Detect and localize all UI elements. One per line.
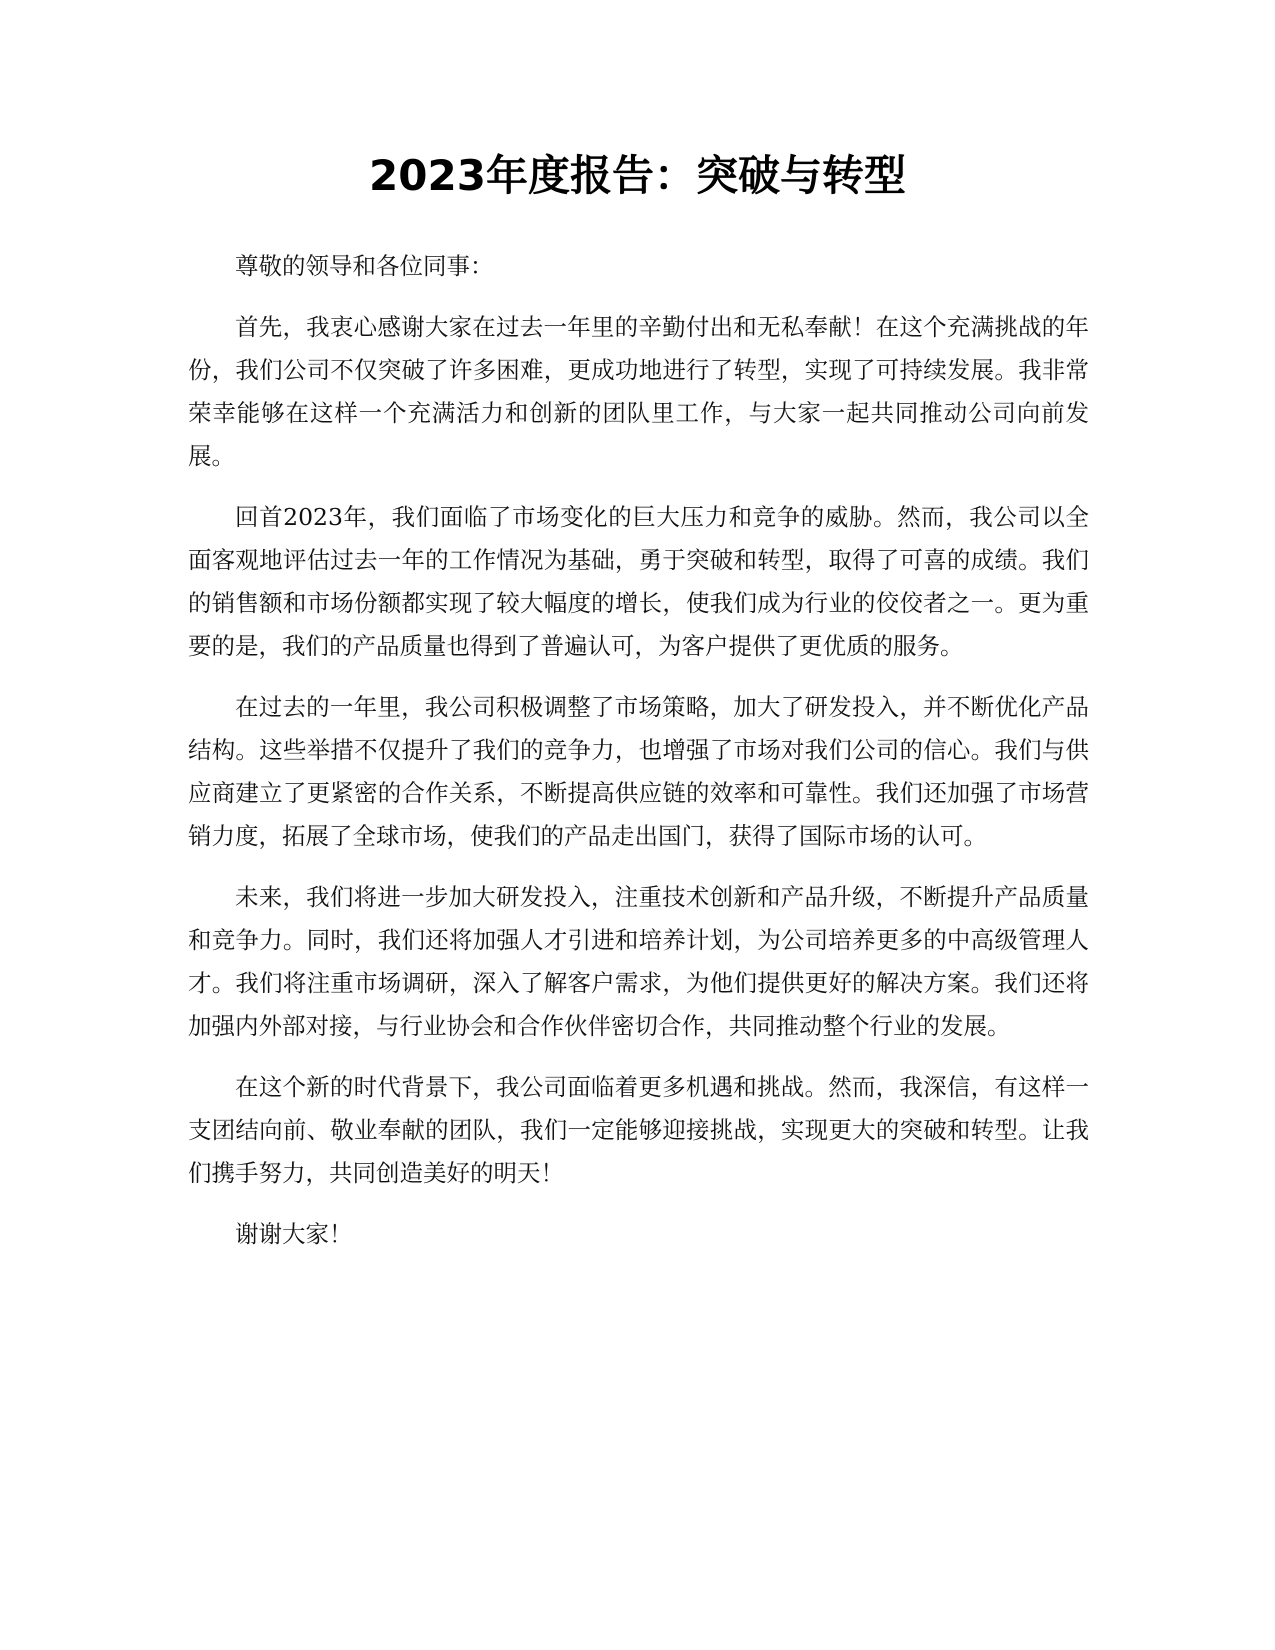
document-body [188, 245, 1089, 1274]
paragraph-gratitude: 首先，我衷心感谢大家在过去一年里的辛勤付出和无私奉献！在这个充满挑战的年份，我们公司不仅突破了许多困难，更成功地进行了转型，实现了可持续发展。我非常荣幸能够在这样一个充满活力和创新的团队里工作，与大家一起共同推动公司向前发展。 [188, 313, 1089, 470]
paragraph-future: 未来，我们将进一步加大研发投入，注重技术创新和产品升级，不断提升产品质量和竞争力。同时，我们还将加强人才引进和培养计划，为公司培养更多的中高级管理人才。我们将注重市场调研，深入了解客户需求，为他们提供更好的解决方案。我们还将加强内外部对接，与行业协会和合作伙伴密切合作，共同推动整个行业的发展。 [188, 883, 1089, 1040]
paragraph-outlook: 在这个新的时代背景下，我公司面临着更多机遇和挑战。然而，我深信，有这样一支团结向前、敬业奉献的团队，我们一定能够迎接挑战，实现更大的突破和转型。让我们携手努力，共同创造美好的明天！ [188, 1073, 1089, 1187]
closing: 谢谢大家！ [235, 1220, 353, 1248]
document-title: 2023年度报告：突破与转型 [369, 151, 906, 200]
paragraph-review-2023: 回首2023年，我们面临了市场变化的巨大压力和竞争的威胁。然而，我公司以全面客观地评估过去一年的工作情况为基础，勇于突破和转型，取得了可喜的成绩。我们的销售额和市场份额都实现了较大幅度的增长，使我们成为行业的佼佼者之一。更为重要的是，我们的产品质量也得到了普遍认可，为客户提供了更优质的服务。 [188, 503, 1089, 660]
salutation: 尊敬的领导和各位同事： [235, 252, 494, 280]
paragraph-strategy: 在过去的一年里，我公司积极调整了市场策略，加大了研发投入，并不断优化产品结构。这些举措不仅提升了我们的竞争力，也增强了市场对我们公司的信心。我们与供应商建立了更紧密的合作关系，不断提高供应链的效率和可靠性。我们还加强了市场营销力度，拓展了全球市场，使我们的产品走出国门，获得了国际市场的认可。 [188, 693, 1089, 850]
